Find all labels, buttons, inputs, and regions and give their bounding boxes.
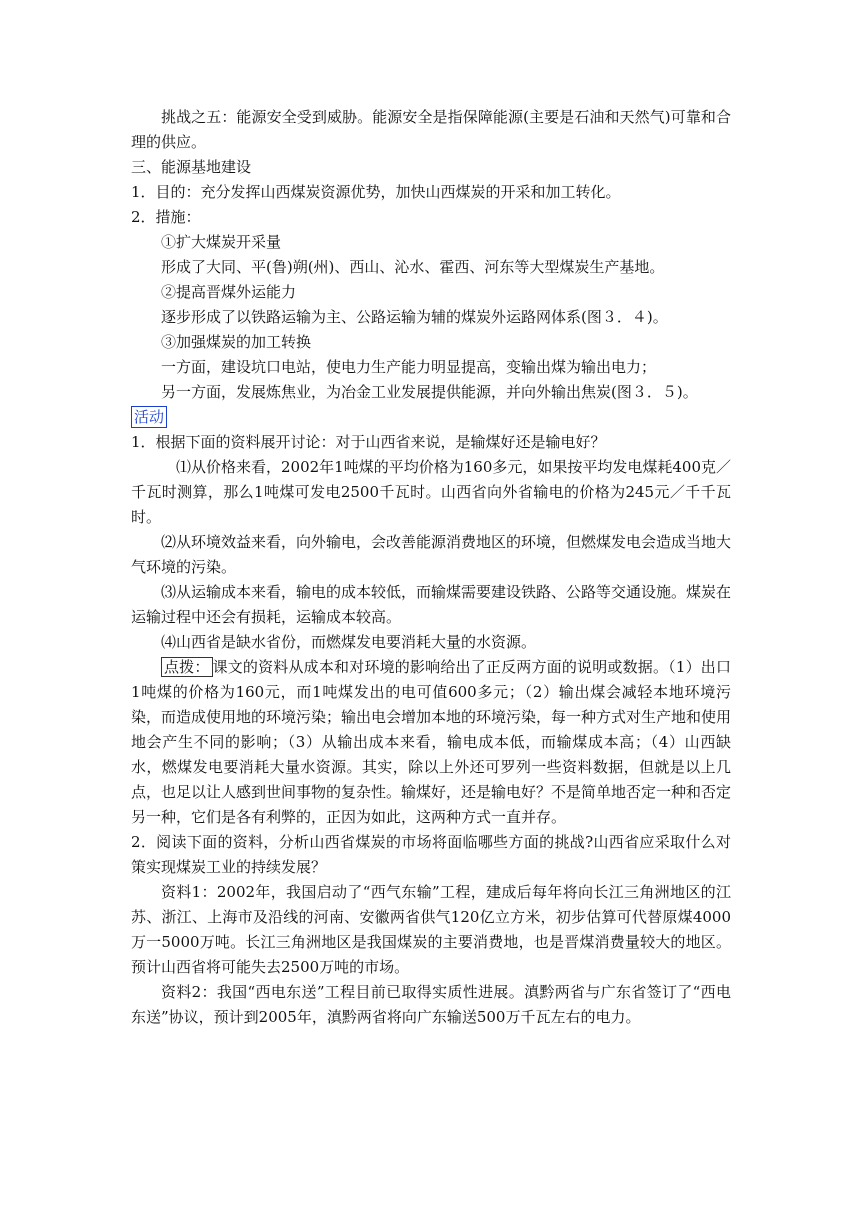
question-1: 1．根据下面的资料展开讨论：对于山西省来说，是输煤好还是输电好？	[131, 433, 606, 451]
question-1-item-4: ⑷山西省是缺水省份，而燃煤发电要消耗大量的水资源。	[161, 633, 537, 651]
activity-label: 活动	[131, 406, 167, 428]
section-heading: 三、能源基地建设	[131, 158, 252, 176]
question-1-item-1: ⑴从价格来看，2002年1吨煤的平均价格为160多元，如果按平均发电煤耗400克／千瓦时测算，那么1吨煤可发电2500千瓦时。山西省向外省输电的价格为245元／千千瓦时。	[131, 458, 731, 526]
question-1-item-2: ⑵从环境效益来看，向外输电，会改善能源消费地区的环境，但燃煤发电会造成当地大气环境的污染。	[131, 533, 732, 576]
material-2: 资料2：我国“西电东送”工程目前已取得实质性进展。滇黔两省与广东省签订了“西电东送”协议，预计到2005年，滇黔两省将向广东输送500万千瓦左右的电力。	[131, 983, 731, 1026]
question-2: 2．阅读下面的资料，分析山西省煤炭的市场将面临哪些方面的挑战?山西省应采取什么对策实现煤炭工业的持续发展？	[131, 833, 731, 876]
measure-3-title: ③加强煤炭的加工转换	[161, 333, 312, 351]
paragraph-energy-security: 挑战之五：能源安全受到威胁。能源安全是指保障能源(主要是石油和天然气)可靠和合理的供应。	[131, 108, 731, 151]
material-1: 资料1：2002年，我国启动了“西气东输”工程，建成后每年将向长江三角洲地区的江苏、浙江、上海市及沿线的河南、安徽两省供气120亿立方米，初步估算可代替原煤4000万一5000万吨。长江三角洲地区是我国煤炭的主要消费地，也是晋煤消费量较大的地区。预计山西省将可能失去2500万吨的市场。	[131, 883, 731, 976]
hint-text: 课文的资料从成本和对环境的影响给出了正反两方面的说明或数据。（1）出口1吨煤的价格为160元，而1吨煤发出的电可值600多元；（2）输出煤会减轻本地环境污染，而造成使用地的环境污染；输出电会增加本地的环境污染，每一种方式对生产地和使用地会产生不同的影响；（3）从输出成本来看，输电成本低，而输煤成本高；（4）山西缺水，燃煤发电要消耗大量水资源。其实，除以上外还可罗列一些资料数据，但就是以上几点，也足以让人感到世间事物的复杂性。输煤好，还是输电好？不是简单地否定一种和否定另一种，它们是各有利弊的，正因为如此，这两种方式一直并存。	[131, 658, 732, 826]
measure-3-text-1: 一方面，建设坑口电站，使电力生产能力明显提高，变输出煤为输出电力；	[161, 358, 657, 376]
activity-line	[131, 405, 731, 430]
measure-3-text-2: 另一方面，发展炼焦业，为冶金工业发展提供能源，并向外输出焦炭(图３．５)。	[161, 383, 698, 401]
hint-label: 点拨：	[161, 657, 213, 677]
measures-heading: 2．措施：	[131, 208, 201, 226]
hint-paragraph	[131, 655, 731, 830]
measure-2-title: ②提高晋煤外运能力	[161, 283, 297, 301]
document-body	[131, 105, 731, 1030]
measure-1-title: ①扩大煤炭开采量	[161, 233, 282, 251]
measure-2-text: 逐步形成了以铁路运输为主、公路运输为辅的煤炭外运路网体系(图３．４)。	[161, 308, 668, 326]
measure-1-text: 形成了大同、平(鲁)朔(州)、西山、沁水、霍西、河东等大型煤炭生产基地。	[161, 258, 665, 276]
question-1-item-3: ⑶从运输成本来看，输电的成本较低，而输煤需要建设铁路、公路等交通设施。煤炭在运输过程中还会有损耗，运输成本较高。	[131, 583, 732, 626]
goal-paragraph: 1．目的：充分发挥山西煤炭资源优势，加快山西煤炭的开采和加工转化。	[131, 183, 621, 201]
